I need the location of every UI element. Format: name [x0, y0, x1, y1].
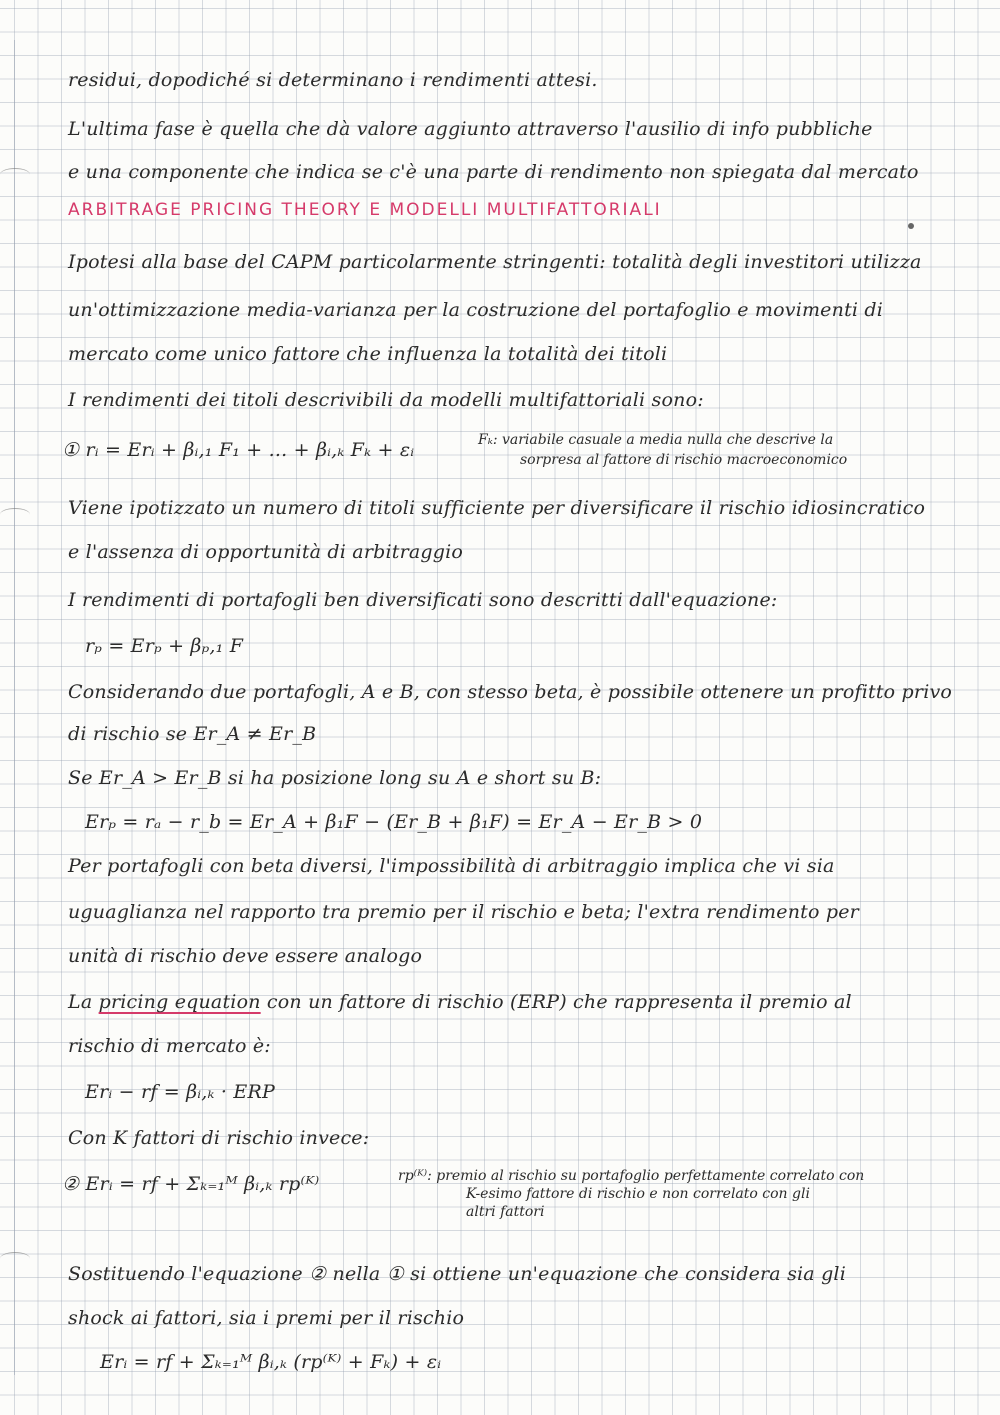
text-line: Considerando due portafogli, A e B, con stesso beta, è possibile ottenere un profitto privo — [68, 681, 953, 703]
page-curl-mark — [0, 1252, 30, 1265]
equation-1: ① rᵢ = Erᵢ + βᵢ,₁ F₁ + ... + βᵢ,ₖ Fₖ + εᵢ — [62, 439, 415, 461]
text-line: L'ultima fase è quella che dà valore aggiunto attraverso l'ausilio di info pubbliche — [68, 118, 873, 140]
equation-5-note: rp⁽ᴷ⁾: premio al rischio su portafoglio perfettamente correlato con — [398, 1168, 865, 1184]
text-line: uguaglianza nel rapporto tra premio per il rischio e beta; l'extra rendimento per — [68, 901, 859, 923]
text-line: shock ai fattori, sia i premi per il rischio — [68, 1307, 465, 1329]
text-line: rischio di mercato è: — [68, 1035, 271, 1057]
text-line: un'ottimizzazione media-varianza per la costruzione del portafoglio e movimenti di — [68, 299, 884, 321]
text-line: residui, dopodiché si determinano i rendimenti attesi. — [68, 69, 598, 91]
text-line: unità di rischio deve essere analogo — [68, 945, 423, 967]
page-curl-mark — [0, 168, 30, 181]
equation-1-note: Fₖ: variabile casuale a media nulla che descrive la — [478, 432, 834, 448]
text-line: Ipotesi alla base del CAPM particolarmente stringenti: totalità degli investitori utilizza — [68, 251, 922, 273]
text-line: Con K fattori di rischio invece: — [68, 1127, 370, 1149]
equation-6: Erᵢ = rf + Σₖ₌₁ᴹ βᵢ,ₖ (rp⁽ᴷ⁾ + Fₖ) + εᵢ — [100, 1351, 442, 1373]
equation-4: Erᵢ − rf = βᵢ,ₖ · ERP — [85, 1081, 275, 1103]
text-fragment: con un fattore di rischio (ERP) che rappresenta il premio al — [266, 991, 852, 1013]
margin-line — [14, 40, 15, 1375]
underlined-term: pricing equation — [98, 991, 261, 1013]
equation-5: ② Erᵢ = rf + Σₖ₌₁ᴹ βᵢ,ₖ rp⁽ᴷ⁾ — [62, 1173, 320, 1195]
text-line: e una componente che indica se c'è una parte di rendimento non spiegata dal mercato — [68, 161, 919, 183]
text-line: I rendimenti dei titoli descrivibili da modelli multifattoriali sono: — [68, 389, 704, 411]
text-line: Viene ipotizzato un numero di titoli sufficiente per diversificare il rischio idiosincratico — [68, 497, 926, 519]
text-line: Sostituendo l'equazione ② nella ① si ottiene un'equazione che considera sia gli — [68, 1263, 846, 1285]
equation-2: rₚ = Erₚ + βₚ,₁ F — [85, 635, 244, 657]
equation-3: Erₚ = rₐ − r_b = Er_A + β₁F − (Er_B + β₁F) = Er_A − Er_B > 0 — [85, 811, 703, 833]
text-fragment: La — [68, 991, 93, 1013]
ink-dot — [908, 223, 914, 229]
pricing-equation-line — [68, 990, 960, 1014]
section-title: ARBITRAGE PRICING THEORY E MODELLI MULTIFATTORIALI — [68, 200, 662, 220]
text-line: I rendimenti di portafogli ben diversificati sono descritti dall'equazione: — [68, 589, 778, 611]
equation-5-note: K-esimo fattore di rischio e non correlato con gli — [466, 1186, 810, 1202]
text-line: di rischio se Er_A ≠ Er_B — [68, 723, 317, 745]
equation-5-note: altri fattori — [466, 1204, 545, 1220]
text-line: mercato come unico fattore che influenza la totalità dei titoli — [68, 343, 668, 365]
page-curl-mark — [0, 508, 30, 521]
equation-1-note: sorpresa al fattore di rischio macroeconomico — [520, 452, 848, 468]
text-line: Per portafogli con beta diversi, l'impossibilità di arbitraggio implica che vi sia — [68, 855, 835, 877]
text-line: e l'assenza di opportunità di arbitraggio — [68, 541, 464, 563]
text-line: Se Er_A > Er_B si ha posizione long su A e short su B: — [68, 767, 602, 789]
